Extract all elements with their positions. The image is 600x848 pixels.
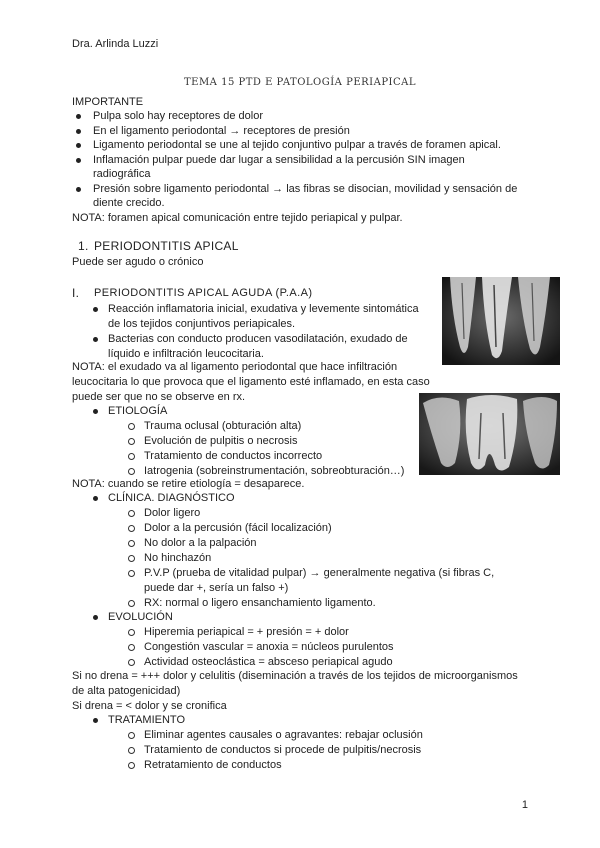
paa-bullet-text: Reacción inflamatoria inicial, exudativa y levemente sintomática — [108, 303, 419, 315]
bullet-circle-icon — [128, 468, 135, 475]
author-header: Dra. Arlinda Luzzi — [72, 38, 159, 50]
importante-nota: NOTA: foramen apical comunicación entre tejido periapical y pulpar. — [72, 212, 403, 224]
importante-heading: IMPORTANTE — [72, 96, 144, 108]
tratamiento-item: Retratamiento de conductos — [144, 759, 282, 771]
bullet-dot-icon — [93, 337, 98, 342]
xray-image-periapical — [419, 393, 560, 475]
tratamiento-heading: TRATAMIENTO — [108, 714, 185, 726]
paa-nota-line: NOTA: el exudado va al ligamento periodontal que hace infiltración — [72, 361, 398, 373]
bullet-dot-icon — [76, 114, 81, 119]
importante-bullet-text: Pulpa solo hay receptores de dolor — [93, 110, 263, 122]
importante-bullet-text: En el ligamento periodontal → receptores de presión — [93, 124, 350, 137]
bullet-circle-icon — [128, 438, 135, 445]
drena-line: de alta patogenicidad) — [72, 685, 181, 697]
subsection-title: PERIODONTITIS APICAL AGUDA (P.A.A) — [94, 287, 313, 299]
bullet-dot-icon — [76, 129, 81, 134]
drena-line: Si drena = < dolor y se cronifica — [72, 700, 227, 712]
drena-line: Si no drena = +++ dolor y celulitis (diseminación a través de los tejidos de microorganismos — [72, 670, 518, 682]
clinica-item: puede dar +, sería un falso +) — [144, 582, 289, 594]
importante-bullet-text: diente crecido. — [93, 197, 165, 209]
paa-nota-line: leucocitaria lo que provoca que el ligamento esté inflamado, en esta caso — [72, 376, 430, 388]
bullet-circle-icon — [128, 555, 135, 562]
tratamiento-item: Eliminar agentes causales o agravantes: rebajar oclusión — [144, 729, 423, 741]
paa-bullet-text: líquido e infiltración leucocitaria. — [108, 348, 264, 360]
importante-bullet-text: Presión sobre ligamento periodontal → las fibras se disocian, movilidad y sensación de — [93, 182, 518, 195]
bullet-circle-icon — [128, 732, 135, 739]
bullet-circle-icon — [128, 423, 135, 430]
bullet-circle-icon — [128, 644, 135, 651]
clinica-item: RX: normal o ligero ensanchamiento ligamento. — [144, 597, 376, 609]
importante-bullet-text: radiográfica — [93, 168, 151, 180]
section-subtitle: Puede ser agudo o crónico — [72, 256, 204, 268]
etiologia-item: Tratamiento de conductos incorrecto — [144, 450, 323, 462]
etiologia-item: Trauma oclusal (obturación alta) — [144, 420, 302, 432]
bullet-dot-icon — [76, 158, 81, 163]
clinica-item: Dolor ligero — [144, 507, 201, 519]
section-number: 1. — [78, 239, 89, 253]
evolucion-item: Congestión vascular = anoxia = núcleos purulentos — [144, 641, 394, 653]
tratamiento-item: Tratamiento de conductos si procede de pulpitis/necrosis — [144, 744, 422, 756]
subsection-numeral: I. — [72, 286, 80, 300]
etiologia-item: Evolución de pulpitis o necrosis — [144, 435, 298, 447]
clinica-heading: CLÍNICA. DIAGNÓSTICO — [108, 492, 235, 504]
bullet-dot-icon — [93, 718, 98, 723]
bullet-circle-icon — [128, 510, 135, 517]
clinica-item: No hinchazón — [144, 552, 212, 564]
etiologia-heading: ETIOLOGÍA — [108, 405, 168, 417]
bullet-circle-icon — [128, 600, 135, 607]
importante-bullet-text: Ligamento periodontal se une al tejido conjuntivo pulpar a través de foramen apical. — [93, 139, 501, 151]
bullet-circle-icon — [128, 540, 135, 547]
page-number: 1 — [521, 799, 528, 811]
bullet-dot-icon — [93, 615, 98, 620]
bullet-dot-icon — [93, 496, 98, 501]
clinica-item: No dolor a la palpación — [144, 537, 257, 549]
bullet-dot-icon — [76, 143, 81, 148]
evolucion-item: Actividad osteoclástica = absceso periapical agudo — [144, 656, 393, 668]
bullet-circle-icon — [128, 659, 135, 666]
bullet-dot-icon — [76, 187, 81, 192]
etiologia-item: Iatrogenia (sobreinstrumentación, sobreobturación…) — [144, 465, 405, 477]
bullet-circle-icon — [128, 570, 135, 577]
paa-bullet-text: Bacterias con conducto producen vasodilatación, exudado de — [108, 333, 408, 345]
importante-bullet-text: Inflamación pulpar puede dar lugar a sensibilidad a la percusión SIN imagen — [93, 153, 465, 166]
bullet-circle-icon — [128, 629, 135, 636]
document-title: TEMA 15 PTD E PATOLOGÍA PERIAPICAL — [183, 77, 417, 88]
paa-bullet-text: de los tejidos conjuntivos periapicales. — [108, 318, 296, 330]
bullet-circle-icon — [128, 453, 135, 460]
bullet-circle-icon — [128, 762, 135, 769]
bullet-circle-icon — [128, 747, 135, 754]
clinica-item: Dolor a la percusión (fácil localización) — [144, 522, 332, 534]
paa-nota-line: puede ser que no se observe en rx. — [72, 391, 246, 403]
bullet-circle-icon — [128, 525, 135, 532]
clinica-item: P.V.P (prueba de vitalidad pulpar) → generalmente negativa (si fibras C, — [144, 567, 495, 579]
paa-nota2: NOTA: cuando se retire etiología = desaparece. — [72, 478, 305, 490]
evolucion-item: Hiperemia periapical = + presión = + dolor — [144, 626, 349, 638]
xray-image-molars — [442, 277, 560, 365]
evolucion-heading: EVOLUCIÓN — [108, 611, 173, 623]
bullet-dot-icon — [93, 307, 98, 312]
section-title: PERIODONTITIS APICAL — [94, 239, 239, 253]
bullet-dot-icon — [93, 409, 98, 414]
